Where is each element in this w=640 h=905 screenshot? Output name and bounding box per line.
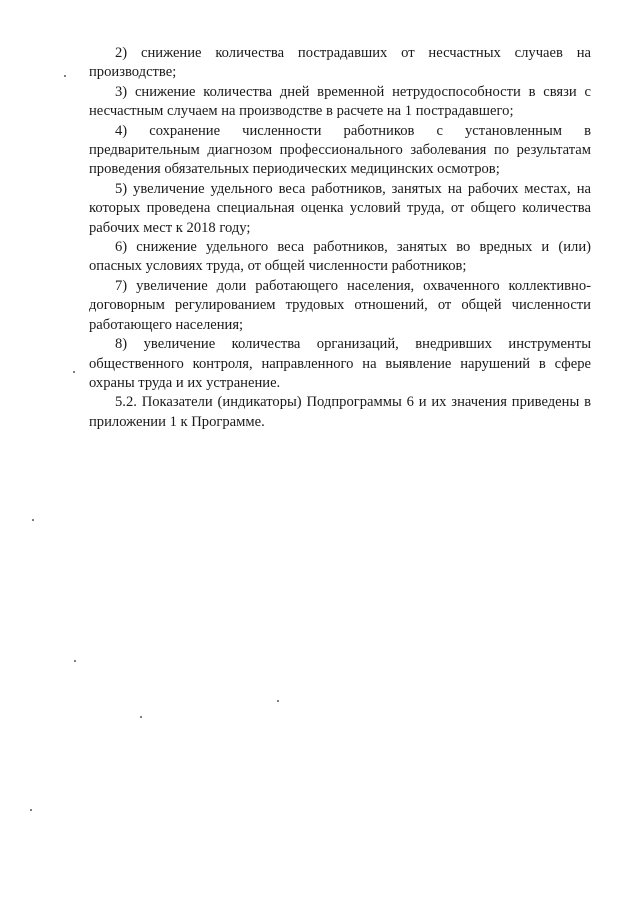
scan-speck <box>140 716 142 718</box>
list-item-7: 7) увеличение доли работающего населения, охваченного коллективно-договорным регулированием трудовых отношений, от общей численности работающего населения; <box>89 277 591 333</box>
list-item-4: 4) сохранение численности работников с установленным в предварительным диагнозом профессионального заболевания по результатам проведения обязательных периодических медицинских осмотров; <box>89 122 591 178</box>
list-item-3: 3) снижение количества дней временной нетрудоспособности в связи с несчастным случаем на производстве в расчете на 1 пострадавшего; <box>89 83 591 120</box>
section-5-2-paragraph: 5.2. Показатели (индикаторы) Подпрограммы 6 и их значения приведены в приложении 1 к Программе. <box>89 394 591 430</box>
list-item-6: 6) снижение удельного веса работников, занятых во вредных и (или) опасных условиях труда, от общей численности работников; <box>89 239 591 275</box>
document-body <box>89 44 591 432</box>
list-item-8: 8) увеличение количества организаций, внедривших инструменты общественного контроля, направленного на выявление нарушений в сфере охраны труда и их устранение. <box>89 336 591 391</box>
scan-speck <box>32 519 34 521</box>
scan-speck <box>30 809 32 811</box>
list-item-5: 5) увеличение удельного веса работников, занятых на рабочих местах, на которых проведена специальная оценка условий труда, от общего количества рабочих мест к 2018 году; <box>89 180 591 236</box>
scan-speck <box>74 660 76 662</box>
scan-speck <box>64 75 66 77</box>
scan-speck <box>277 700 279 702</box>
scan-speck <box>73 371 75 373</box>
list-item-2: 2) снижение количества пострадавших от несчастных случаев на производстве; <box>89 45 591 81</box>
